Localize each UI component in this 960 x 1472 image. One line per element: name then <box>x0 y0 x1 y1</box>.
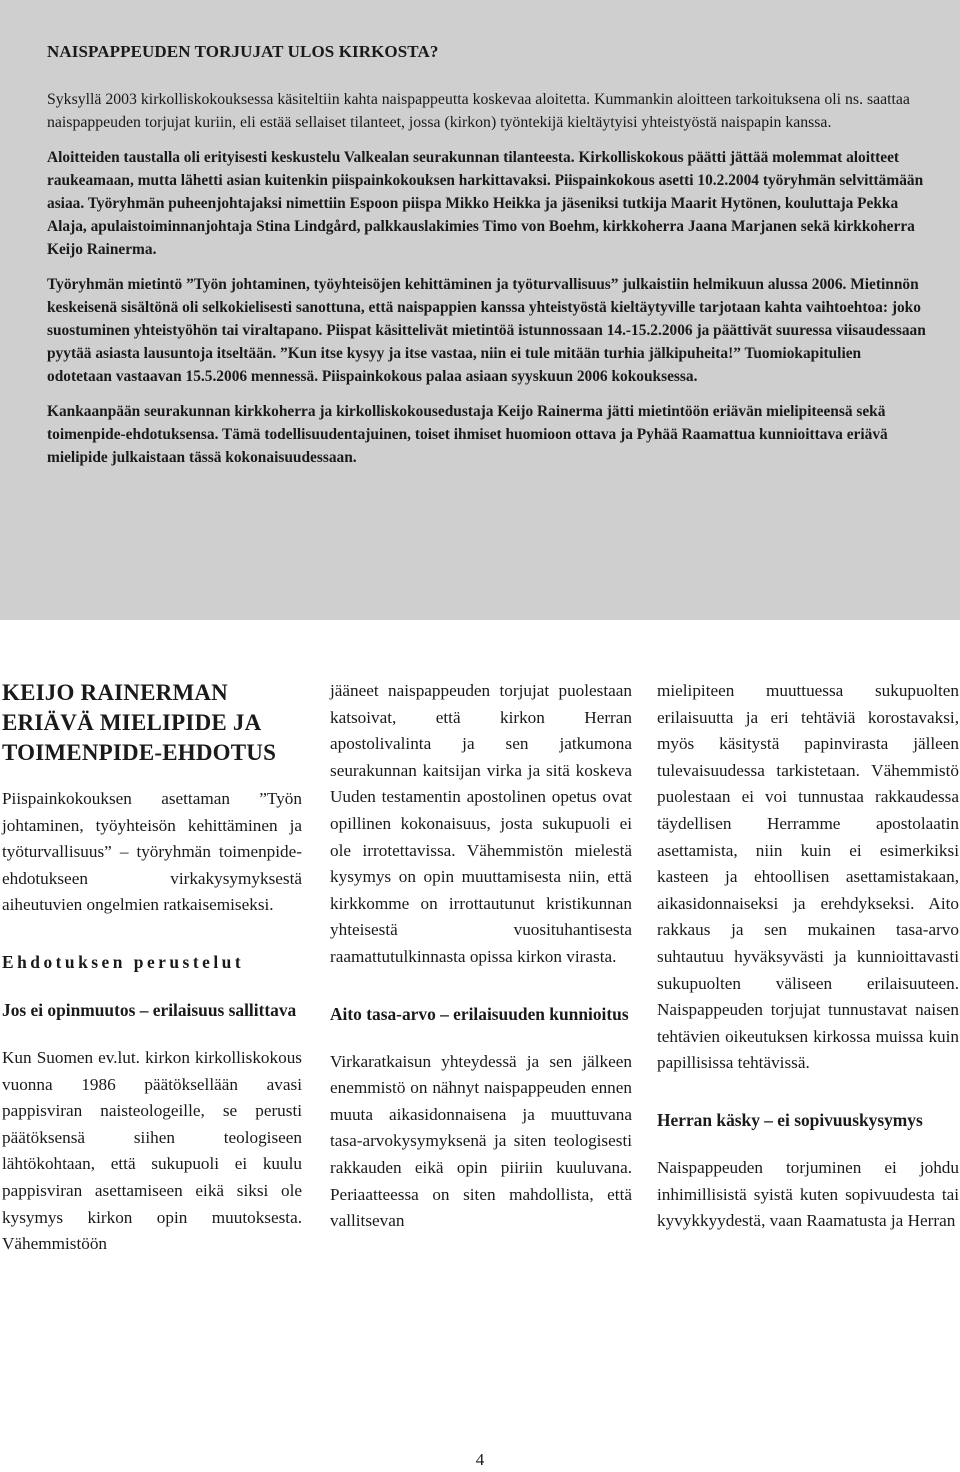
column-2 <box>330 678 632 1235</box>
spacer <box>330 1027 632 1049</box>
article-heading: KEIJO RAINERMAN ERIÄVÄ MIELIPIDE JA TOIMENPIDE-EHDOTUS <box>2 680 277 765</box>
intro-paragraph-3: Työryhmän mietintö ”Työn johtaminen, työyhteisöjen kehittäminen ja työturvallisuus” julkaistiin helmikuun alussa 2006. Mietinnön keskeisenä sisältönä oli selkokielisesti sanottuna, että naispappien kanssa yhteistyöstä kieltäytyville tarjotaan kahta vaihtoehtoa: joko suostuminen yhteistyöhön tai viraltapano. Piispat käsittelivät mietintöä istunnossaan 14.-15.2.2006 ja päättivät suuressa viisaudessaan pyytää asiasta lausuntoja itseltään. ”Kun itse kysyy ja itse vastaa, niin ei tule mitään turhia jälkipuheita!” Tuomiokapitulien odotetaan vastaavan 15.5.2006 mennessä. Piispainkokous palaa asiaan syyskuun 2006 kokouksessa. <box>47 276 926 385</box>
column-2-subheading: Aito tasa-arvo – erilaisuuden kunnioitus <box>330 1003 629 1024</box>
column-3-paragraph-1: mielipiteen muuttuessa sukupuolten erilaisuutta ja eri tehtäviä korostavaksi, myös käsitystä papinvirasta jälleen tulevaisuudessa tarkistetaan. Vähemmistö puolestaan ei voi tunnustaa rakkaudessa täydellisen Herramme apostolaatin asettamista, niin kuin ei esimerkiksi kasteen ja ehtoollisen asettamistakaan, aikasidonnaiseksi ja erehdykseksi. Aito rakkaus ja sen mukainen tasa-arvo suhtautuu hyväksyvästi ja kunnioittavasti sukupuolten väliseen erilaisuuteen. Naispappeuden torjujat tunnustavat naisen tehtävien oikeutuksen kirkossa muissa kuin papillisissa tehtävissä. <box>657 681 959 1073</box>
column-1-paragraph-1: Piispainkokouksen asettaman ”Työn johtaminen, työyhteisön kehittäminen ja työturvallisuus” – työryhmän toimenpide-ehdotukseen virkakysymyksestä aiheutuvien ongelmien ratkaisemiseksi. <box>2 789 302 915</box>
intro-paragraph-2: Aloitteiden taustalla oli erityisesti keskustelu Valkealan seurakunnan tilanteesta. Kirkolliskokous päätti jättää molemmat aloitteet raukeamaan, mutta lähetti asian kuitenkin piispainkokouksen harkittavaksi. Piispainkokous asetti 10.2.2004 työryhmän selvittämään asiaa. Työryhmän puheenjohtajaksi nimettiin Espoon piispa Mikko Heikka ja jäseniksi tutkija Maarit Hytönen, kouluttaja Pekka Alaja, apulaistoiminnanjohtaja Stina Lindgård, palkkauslakimies Timo von Boehm, kirkkoherra Jaana Marjanen sekä kirkkoherra Keijo Rainerma. <box>47 149 924 258</box>
column-2-paragraph-2: Virkaratkaisun yhteydessä ja sen jälkeen enemmistö on nähnyt naispappeuden ennen muuta aikasidonnaisena ja muuttuvana tasa-arvokysymyksenä ja siten teologisesti rakkauden eikä opin piiriin kuuluvana. Periaatteessa on siten mahdollista, että vallitsevan <box>330 1051 632 1231</box>
intro-box <box>0 0 960 620</box>
column-1-subheading: Jos ei opinmuutos – erilaisuus sallittava <box>2 999 297 1020</box>
column-1 <box>2 678 302 1258</box>
column-1-paragraph-2: Kun Suomen ev.lut. kirkon kirkolliskokous vuonna 1986 päätöksellään avasi pappisviran naisteologeille, se perusti päätöksensä siihen teologiseen lähtökohtaan, että sukupuoli ei kuulu pappisviran asettamiseen eikä siksi ole kysymys kirkon opin muutoksesta. Vähemmistöön <box>2 1047 302 1254</box>
intro-content <box>47 42 927 481</box>
section-heading: Ehdotuksen perustelut <box>2 951 245 972</box>
page-number: 4 <box>475 1450 485 1469</box>
spacer <box>657 1133 959 1155</box>
intro-title: NAISPAPPEUDEN TORJUJAT ULOS KIRKOSTA? <box>47 42 439 61</box>
column-3-paragraph-2: Naispappeuden torjuminen ei johdu inhimillisistä syistä kuten sopivuudesta tai kyvykkyydestä, vaan Raamatusta ja Herran <box>657 1157 959 1231</box>
column-2-paragraph-1: jääneet naispappeuden torjujat puolestaan katsoivat, että kirkon Herran apostolivalinta ja sen jatkumona seurakunnan kaitsijan virka ja sitä koskeva Uuden testamentin apostolinen opetus ovat opillinen kokonaisuus, josta sukupuoli ei ole irrotettavissa. Vähemmistön mielestä kysymys on opin muuttamisesta niin, että kirkkomme on irrottautunut kristikunnan yhteisestä vuosituhantisesta raamattutulkinnasta opissa kirkon virasta. <box>330 681 632 966</box>
column-3-subheading: Herran käsky – ei sopivuuskysymys <box>657 1109 923 1130</box>
spacer <box>2 1023 302 1045</box>
intro-paragraph-1: Syksyllä 2003 kirkolliskokouksessa käsiteltiin kahta naispappeutta koskevaa aloitetta. Kummankin aloitteen tarkoituksena oli ns. saattaa naispappeuden torjujat kuriin, eli estää sellaiset tilanteet, jossa (kirkon) työntekijä kieltäytyisi yhteistyöstä naispapin kanssa. <box>47 91 910 131</box>
column-3 <box>657 678 959 1235</box>
intro-paragraph-4: Kankaanpään seurakunnan kirkkoherra ja kirkolliskokousedustaja Keijo Rainerma jätti mietintöön eriävän mielipiteensä sekä toimenpide-ehdotuksensa. Tämä todellisuudentajuinen, toiset ihmiset huomioon ottava ja Pyhää Raamattua kunnioittava eriävä mielipide julkaistaan tässä kokonaisuudessaan. <box>47 403 888 466</box>
